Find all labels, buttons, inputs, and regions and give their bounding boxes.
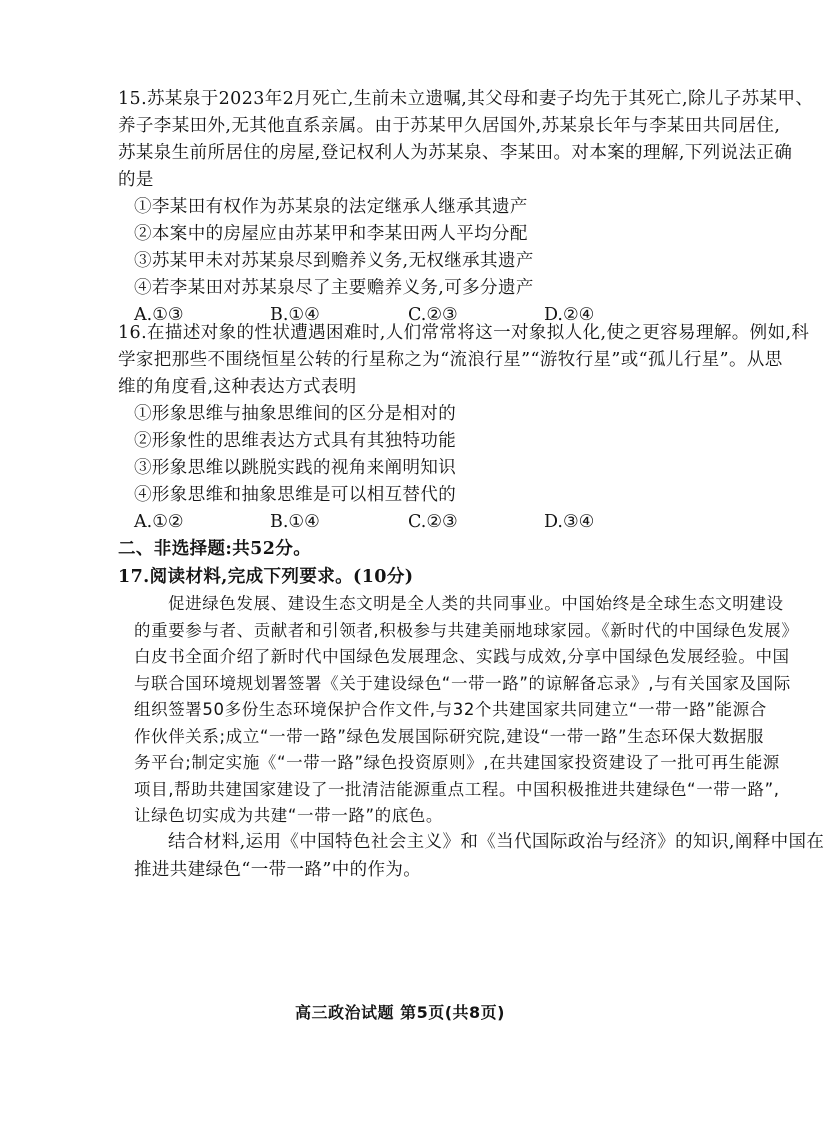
material-line: 白皮书全面介绍了新时代中国绿色发展理念、实践与成效,分享中国绿色发展经验。中国 <box>134 647 790 666</box>
task-line: 推进共建绿色“一带一路”中的作为。 <box>134 860 422 880</box>
question-15-option-4: ④若李某田对苏某泉尽了主要赡养义务,可多分遗产 <box>134 278 534 298</box>
question-16-option-4: ④形象思维和抽象思维是可以相互替代的 <box>134 485 457 505</box>
question-16-stem-line: 学家把那些不围绕恒星公转的行星称之为“流浪行星”“游牧行星”或“孤儿行星”。从思 <box>118 350 783 370</box>
question-15-option-2: ②本案中的房屋应由苏某甲和李某田两人平均分配 <box>134 224 528 244</box>
choice-b: B.①④ <box>270 305 320 325</box>
question-16-stem <box>118 320 810 401</box>
material-line: 的重要参与者、贡献者和引领者,积极参与共建美丽地球家园。《新时代的中国绿色发展》 <box>134 620 799 640</box>
choice-c: C.②③ <box>408 512 458 532</box>
question-15-option-1: ①李某田有权作为苏某泉的法定继承人继承其遗产 <box>134 197 528 217</box>
choice-b: B.①④ <box>270 512 320 532</box>
question-17-task <box>134 828 824 884</box>
page-footer: 高三政治试题 第5页(共8页) <box>295 1003 505 1022</box>
choice-c: C.②③ <box>408 305 458 325</box>
choice-a: A.①③ <box>134 305 184 325</box>
material-line: 项目,帮助共建国家建设了一批清洁能源重点工程。中国积极推进共建绿色“一带一路”, <box>134 779 780 799</box>
material-line: 让绿色切实成为共建“一带一路”的底色。 <box>134 806 443 825</box>
material-line: 组织签署50多份生态环境保护合作文件,与32个共建国家共同建立“一带一路”能源合 <box>134 700 767 719</box>
choice-a: A.①② <box>134 512 184 532</box>
question-17-material <box>134 591 799 830</box>
question-16-option-1: ①形象思维与抽象思维间的区分是相对的 <box>134 404 457 424</box>
question-16-option-2: ②形象性的思维表达方式具有其独特功能 <box>134 431 457 451</box>
question-16-option-3: ③形象思维以跳脱实践的视角来阐明知识 <box>134 458 457 478</box>
choice-d: D.②④ <box>544 305 595 325</box>
question-15-stem-line: 苏某泉生前所居住的房屋,登记权利人为苏某泉、李某田。对本案的理解,下列说法正确 <box>118 143 793 163</box>
section-heading: 二、非选择题:共52分。 <box>118 539 312 559</box>
material-line: 促进绿色发展、建设生态文明是全人类的共同事业。中国始终是全球生态文明建设 <box>168 594 784 613</box>
question-15-stem-line: 的是 <box>118 170 154 190</box>
question-15-stem-line: 养子李某田外,无其他直系亲属。由于苏某甲久居国外,苏某泉长年与李某田共同居住, <box>118 116 781 136</box>
question-17-title: 17.阅读材料,完成下列要求。(10分) <box>118 567 414 587</box>
choice-d: D.③④ <box>544 512 595 532</box>
material-line: 务平台;制定实施《“一带一路”绿色投资原则》,在共建国家投资建设了一批可再生能源 <box>134 753 780 772</box>
material-line: 作伙伴关系;成立“一带一路”绿色发展国际研究院,建设“一带一路”生态环保大数据服 <box>134 726 764 746</box>
task-line: 结合材料,运用《中国特色社会主义》和《当代国际政治与经济》的知识,阐释中国在 <box>168 832 824 852</box>
question-16-stem-line: 维的角度看,这种表达方式表明 <box>118 377 357 397</box>
question-15 <box>118 86 814 329</box>
question-15-stem-line: 15.苏某泉于2023年2月死亡,生前未立遗嘱,其父母和妻子均先于其死亡,除儿子苏某甲、 <box>118 89 814 109</box>
question-16 <box>118 320 810 536</box>
question-16-choices <box>118 509 724 536</box>
material-line: 与联合国环境规划署签署《关于建设绿色“一带一路”的谅解备忘录》,与有关国家及国际 <box>134 673 791 693</box>
question-15-option-3: ③苏某甲未对苏某泉尽到赡养义务,无权继承其遗产 <box>134 251 534 271</box>
question-15-stem <box>118 86 814 194</box>
question-16-stem-line: 16.在描述对象的性状遭遇困难时,人们常常将这一对象拟人化,使之更容易理解。例如,科 <box>118 323 810 343</box>
